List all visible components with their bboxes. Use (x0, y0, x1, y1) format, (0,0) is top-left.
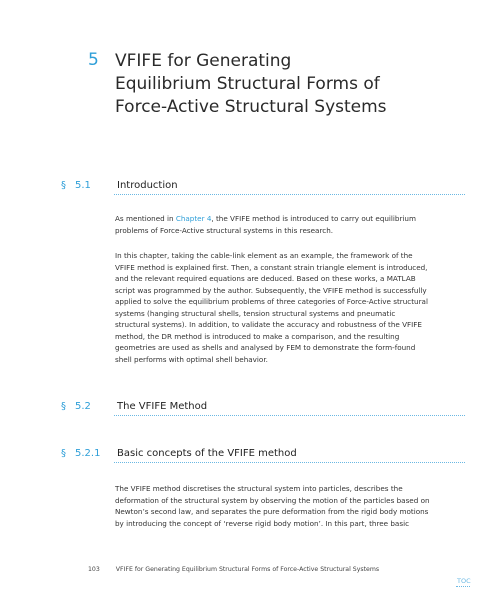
intro-paragraph-1 (115, 213, 465, 236)
page-number: 103 (88, 566, 100, 573)
section-symbol: § (61, 448, 66, 459)
text-line: As mentioned in Chapter 4, the VFIFE method is introduced to carry out equilibrium (115, 214, 416, 223)
intro-paragraph-2 (115, 250, 465, 365)
section-heading-5-1 (61, 180, 465, 196)
text-line: shell performs with optimal shell behavior. (115, 354, 268, 364)
section-divider (114, 194, 465, 195)
text-line: script was programmed by the author. Subsequently, the VFIFE method is successfully (115, 285, 427, 295)
section-divider (114, 462, 465, 463)
text-line: VFIFE method is explained first. Then, a constant strain triangle element is introduced, (115, 262, 428, 272)
section-title: Introduction (117, 180, 178, 191)
text-line: The VFIFE method discretises the structural system into particles, describes the (115, 484, 403, 493)
chapter-title-line: Equilibrium Structural Forms of (115, 74, 380, 94)
section-symbol: § (61, 180, 66, 191)
section-heading-5-2 (61, 401, 465, 417)
running-title: VFIFE for Generating Equilibrium Structural Forms of Force-Active Structural Systems (115, 566, 380, 573)
chapter-4-link[interactable]: Chapter 4 (175, 214, 212, 223)
section-heading-5-2-1 (61, 448, 465, 464)
basic-concepts-paragraph (115, 483, 465, 529)
text-line: systems (hanging structural shells, tension structural systems and pneumatic (115, 308, 396, 318)
page-footer (88, 566, 379, 573)
section-number: 5.2 (75, 401, 91, 412)
section-title: The VFIFE Method (117, 401, 208, 412)
toc-underline (456, 586, 470, 587)
section-symbol: § (61, 401, 66, 412)
section-number: 5.1 (75, 180, 91, 191)
chapter-title-line: Force-Active Structural Systems (115, 97, 387, 117)
text-line: method, the DR method is introduced to make a comparison, and the resulting (115, 331, 400, 341)
section-divider (114, 415, 465, 416)
text-line: problems of Force-Active structural systems in this research. (115, 225, 334, 235)
chapter-title (115, 50, 387, 119)
chapter-title-line: VFIFE for Generating (115, 51, 292, 71)
text-line: by introducing the concept of ‘reverse rigid body motion’. In this part, three basic (115, 518, 410, 528)
text-line: structural systems). In addition, to validate the accuracy and robustness of the VFIFE (115, 320, 422, 329)
chapter-number: 5 (88, 50, 99, 70)
section-title: Basic concepts of the VFIFE method (117, 448, 297, 459)
text-line: and the relevant required equations are deduced. Based on these works, a MATLAB (115, 274, 416, 283)
toc-link[interactable]: TOC (457, 577, 471, 585)
text-line: Newton’s second law, and separates the pure deformation from the rigid body motions (115, 507, 429, 516)
section-number: 5.2.1 (75, 448, 101, 459)
text-line: deformation of the structural system by observing the motion of the particles based on (115, 495, 430, 505)
text-line: In this chapter, taking the cable-link element as an example, the framework of the (115, 251, 413, 260)
text-line: geometries are used as shells and analysed by FEM to demonstrate the form-found (115, 343, 416, 352)
text-line: applied to solve the equilibrium problems of three categories of Force-Active structural (115, 297, 428, 306)
